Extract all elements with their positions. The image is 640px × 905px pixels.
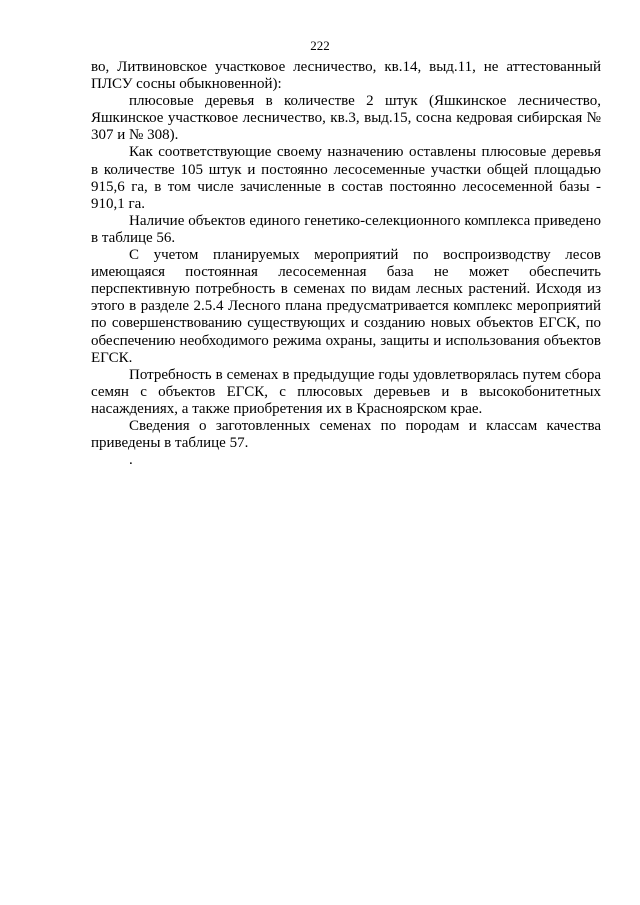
paragraph-continuation: во, Литвиновское участковое лесничество, кв.14, выд.11, не аттестованный ПЛСУ сосны обыкновенной): xyxy=(91,59,601,93)
paragraph-retained-objects: Как соответствующие своему назначению оставлены плюсовые деревья в количестве 105 штук и постоянно лесосеменные участки общей площадью 915,6 га, в том числе зачисленные в состав постоянно лесосеменной базы - 910,1 га. xyxy=(91,144,601,212)
paragraph-seed-base-needs: С учетом планируемых мероприятий по воспроизводству лесов имеющаяся постоянная лесосеменная база не может обеспечить перспективную потребность в семенах по видам лесных растений. Исходя из этого в разделе 2.5.4 Лесного плана предусматривается комплекс мероприятий по совершенствованию существующих и созданию новых объектов ЕГСК, по обеспечению необходимого режима охраны, защиты и использования объектов ЕГСК. xyxy=(91,247,601,366)
trailing-mark: . xyxy=(129,452,133,469)
paragraph-table-56-reference: Наличие объектов единого генетико-селекционного комплекса приведено в таблице 56. xyxy=(91,212,601,246)
document-body xyxy=(91,59,601,469)
page-number: 222 xyxy=(310,38,330,53)
paragraph-seed-supply: Потребность в семенах в предыдущие годы удовлетворялась путем сбора семян с объектов ЕГСК, с плюсовых деревьев и в высокобонитетных насаждениях, а также приобретения их в Красноярском крае. xyxy=(91,366,601,417)
paragraph-plus-trees: плюсовые деревья в количестве 2 штук (Яшкинское лесничество, Яшкинское участковое лесничество, кв.3, выд.15, сосна кедровая сибирская № 307 и № 308). xyxy=(91,93,601,144)
paragraph-table-57-reference: Сведения о заготовленных семенах по породам и классам качества приведены в таблице 57. xyxy=(91,417,601,452)
